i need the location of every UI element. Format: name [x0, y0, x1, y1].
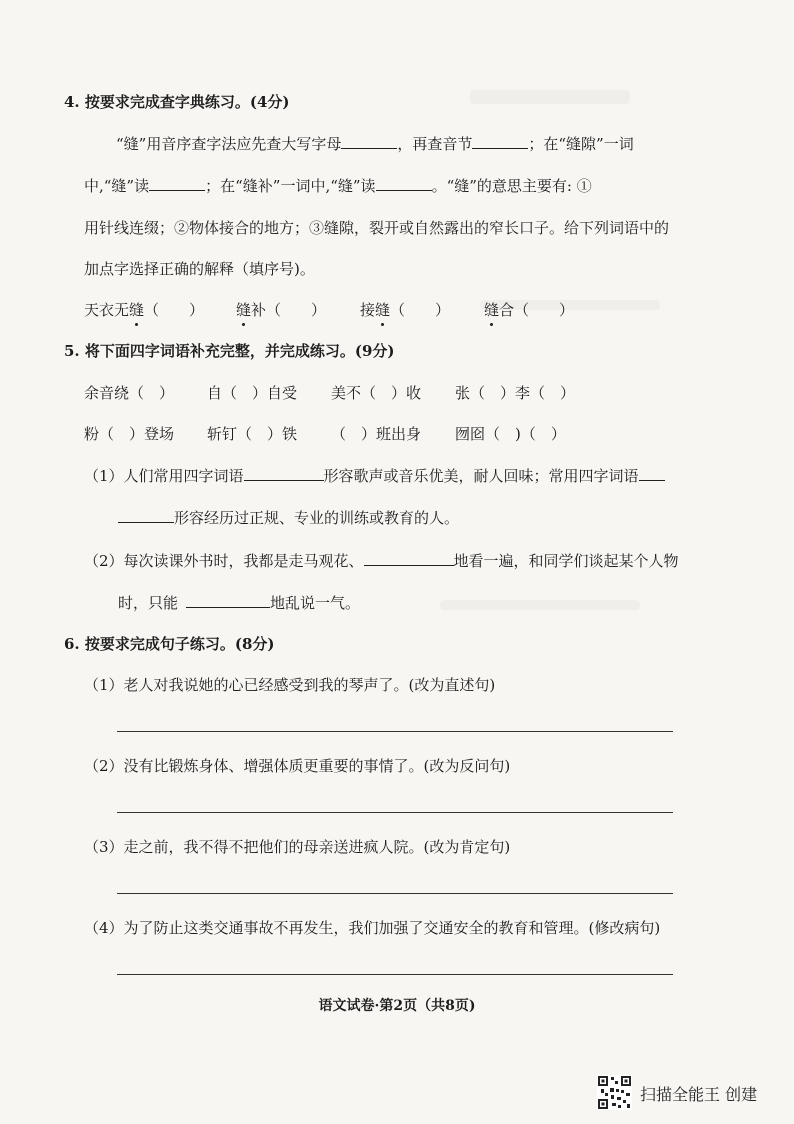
- q4-blank-syllable[interactable]: [472, 134, 528, 149]
- q4-blank-reading2[interactable]: [376, 176, 432, 191]
- q5-blank-3[interactable]: [364, 551, 454, 566]
- q4-para-line2: [84, 176, 592, 196]
- q4-para-line1: [116, 134, 634, 154]
- q5-blank-4[interactable]: [186, 593, 270, 608]
- qr-code-icon: [597, 1075, 632, 1110]
- q4-word-2[interactable]: 缝补（ ）: [236, 301, 327, 319]
- answer-line-2[interactable]: [117, 812, 673, 813]
- q5-idiom[interactable]: 囫囵（ )（ ）: [455, 425, 566, 443]
- q4-text: ；在“缝补”一词中,“缝”读: [205, 177, 376, 195]
- q5-blank-2b[interactable]: [118, 508, 174, 523]
- q6-item-1: （1）老人对我说她的心已经感受到我的琴声了。(改为直述句): [84, 676, 496, 694]
- q6-item-4: （4）为了防止这类交通事故不再发生，我们加强了交通安全的教育和管理。(修改病句): [84, 919, 661, 937]
- paper-smudge: [470, 90, 630, 104]
- page-footer: 语文试卷·第2页（共8页): [318, 998, 476, 1014]
- q4-text: “缝”用音序查字法应先查大写字母: [116, 135, 342, 153]
- q5-sub1-line1: （1）人们常用四字词语 形容歌声或音乐优美，耐人回味；常用四字词语: [84, 466, 665, 486]
- q4-word-3[interactable]: 接缝（ ）: [360, 301, 451, 319]
- q4-blank-reading1[interactable]: [149, 176, 205, 191]
- q5-idiom[interactable]: 余音绕（ ）: [84, 384, 175, 402]
- answer-line-4[interactable]: [117, 974, 673, 975]
- q5-title: 5. 将下面四字词语补充完整，并完成练习。(9分): [64, 342, 395, 360]
- paper-smudge: [440, 600, 640, 610]
- q5-idiom[interactable]: 粉（ ）登场: [84, 425, 175, 443]
- q6-item-3: （3）走之前，我不得不把他们的母亲送进疯人院。(改为肯定句): [84, 838, 511, 856]
- q5-idiom[interactable]: 美不（ ）收: [331, 384, 422, 402]
- q5-blank-2a[interactable]: [639, 466, 665, 481]
- q4-text: 中,“缝”读: [84, 177, 150, 195]
- q4-blank-letter[interactable]: [341, 134, 397, 149]
- q4-text: ，再查音节: [397, 135, 473, 153]
- answer-line-3[interactable]: [117, 893, 673, 894]
- q5-idiom[interactable]: （ ）班出身: [331, 425, 422, 443]
- q5-sub2-line2: 时，只能 地乱说一气。: [118, 594, 361, 612]
- q5-sub2-line1: （2）每次读课外书时，我都是走马观花、 地看一遍，和同学们谈起某个人物: [84, 552, 679, 570]
- q5-idiom[interactable]: 张（ ）李（ ）: [455, 384, 576, 402]
- q4-text: 。“缝”的意思主要有: ①: [431, 177, 592, 195]
- q5-idiom[interactable]: 自（ ）自受: [207, 384, 298, 402]
- scanner-watermark: 扫描全能王 创建: [640, 1085, 758, 1104]
- q6-title: 6. 按要求完成句子练习。(8分): [64, 635, 275, 653]
- q4-title: 4. 按要求完成查字典练习。(4分): [64, 93, 290, 111]
- q4-word-1[interactable]: 天衣无缝（ ）: [84, 301, 205, 319]
- q5-blank-1[interactable]: [244, 466, 324, 481]
- q4-para-line3: 用针线连缀；②物体接合的地方；③缝隙，裂开或自然露出的窄长口子。给下列词语中的: [84, 219, 670, 237]
- q4-word-4[interactable]: 缝合（ ）: [484, 301, 575, 319]
- answer-line-1[interactable]: [117, 731, 673, 732]
- q5-idiom[interactable]: 斩钉（ ）铁: [207, 425, 298, 443]
- q4-para-line4: 加点字选择正确的解释（填序号)。: [84, 260, 315, 278]
- q6-item-2: （2）没有比锻炼身体、增强体质更重要的事情了。(改为反问句): [84, 757, 511, 775]
- q5-sub1-line2: 形容经历过正规、专业的训练或教育的人。: [118, 508, 459, 528]
- q4-text: ；在“缝隙”一词: [528, 135, 634, 153]
